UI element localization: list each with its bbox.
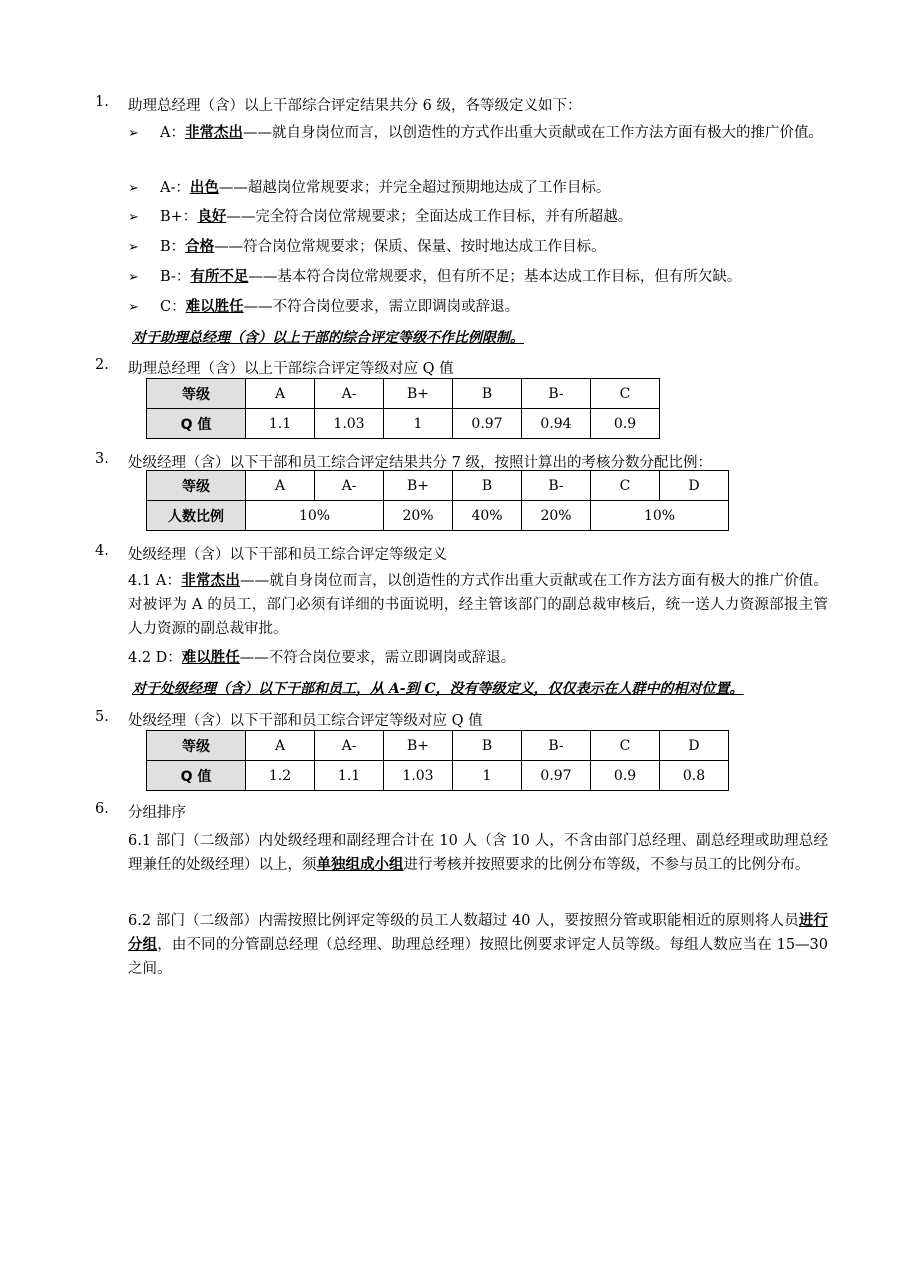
table-cell: 20%: [384, 501, 453, 531]
table-cell: B-: [522, 731, 591, 761]
definition-4-1: 4.1 A：非常杰出——就自身岗位而言，以创造性的方式作出重大贡献或在工作方法方面有极大的推广价值。对被评为 A 的员工，部门必须有详细的书面说明，经主管该部门的副总裁审核后，统一送人力资源部报主管人力资源的副总裁审批。: [128, 572, 829, 637]
table-header-cell: Q 值: [147, 761, 246, 791]
table-header-cell: Q 值: [147, 409, 246, 439]
senior-q-value-table: [146, 378, 660, 439]
arrow-bullet-icon: ➢: [128, 300, 139, 315]
table-cell: B: [453, 731, 522, 761]
section-1-number: 1.: [95, 94, 109, 110]
table-cell: 0.8: [660, 761, 729, 791]
arrow-bullet-icon: ➢: [128, 240, 139, 255]
table-row: [147, 761, 729, 791]
grade-a-minus-definition: A-：出色——超越岗位常规要求；并完全超过预期地达成了工作目标。: [160, 179, 611, 196]
table-cell: 0.9: [591, 409, 660, 439]
section-6-number: 6.: [95, 801, 109, 817]
table-cell: B: [453, 379, 522, 409]
section-2-title: 助理总经理（含）以上干部综合评定等级对应 Q 值: [128, 361, 454, 377]
table-cell: 1.03: [315, 409, 384, 439]
table-cell: A: [246, 379, 315, 409]
arrow-bullet-icon: ➢: [128, 126, 139, 141]
grouping-rule-6-2: 6.2 部门（二级部）内需按照比例评定等级的员工人数超过 40 人，要按照分管或职能相近的原则将人员进行分组，由不同的分管副总经理（总经理、助理总经理）按照比例要求评定人员等级。每组人数应当在 15—30 之间。: [128, 912, 829, 977]
table-header-cell: 等级: [147, 731, 246, 761]
section-4-note: 对于处级经理（含）以下干部和员工，从 A-到 C，没有等级定义，仅仅表示在人群中的相对位置。: [132, 681, 744, 697]
table-cell: 10%: [591, 501, 729, 531]
section-4-title: 处级经理（含）以下干部和员工综合评定等级定义: [128, 547, 447, 563]
table-cell: 1.1: [315, 761, 384, 791]
table-cell: A-: [315, 731, 384, 761]
table-cell: C: [591, 471, 660, 501]
arrow-bullet-icon: ➢: [128, 181, 139, 196]
table-row: [147, 731, 729, 761]
table-cell: 0.97: [522, 761, 591, 791]
table-row: [147, 471, 729, 501]
table-row: [147, 409, 660, 439]
staff-ratio-table: [146, 470, 729, 531]
arrow-bullet-icon: ➢: [128, 210, 139, 225]
grade-b-plus-definition: B+：良好——完全符合岗位常规要求；全面达成工作目标，并有所超越。: [160, 208, 633, 225]
grade-b-minus-definition: B-：有所不足——基本符合岗位常规要求，但有所不足；基本达成工作目标，但有所欠缺。: [160, 268, 742, 285]
table-cell: 1: [384, 409, 453, 439]
table-cell: B+: [384, 379, 453, 409]
table-cell: B+: [384, 471, 453, 501]
table-cell: B-: [522, 379, 591, 409]
arrow-bullet-icon: ➢: [128, 270, 139, 285]
section-1-note: 对于助理总经理（含）以上干部的综合评定等级不作比例限制。: [132, 330, 524, 346]
section-5-number: 5.: [95, 709, 109, 725]
table-cell: B: [453, 471, 522, 501]
table-cell: 1: [453, 761, 522, 791]
table-cell: A: [246, 471, 315, 501]
table-cell: 1.03: [384, 761, 453, 791]
table-cell: B-: [522, 471, 591, 501]
table-cell: 0.97: [453, 409, 522, 439]
grade-c-definition: C：难以胜任——不符合岗位要求，需立即调岗或辞退。: [160, 298, 520, 315]
table-cell: D: [660, 731, 729, 761]
section-5-title: 处级经理（含）以下干部和员工综合评定等级对应 Q 值: [128, 713, 483, 729]
table-cell: A-: [315, 471, 384, 501]
table-cell: D: [660, 471, 729, 501]
table-cell: C: [591, 731, 660, 761]
section-1-title: 助理总经理（含）以上干部综合评定结果共分 6 级，各等级定义如下：: [128, 98, 582, 114]
table-cell: 1.2: [246, 761, 315, 791]
table-cell: 20%: [522, 501, 591, 531]
table-header-cell: 等级: [147, 379, 246, 409]
grade-a-definition: A：非常杰出——就自身岗位而言，以创造性的方式作出重大贡献或在工作方法方面有极大的推广价值。: [160, 124, 823, 141]
grouping-rule-6-1: 6.1 部门（二级部）内处级经理和副经理合计在 10 人（含 10 人，不含由部门总经理、副总经理或助理总经理兼任的处级经理）以上，须单独组成小组进行考核并按照要求的比例分布等级，不参与员工的比例分布。: [128, 833, 828, 873]
section-3-number: 3.: [95, 451, 109, 467]
table-cell: A: [246, 731, 315, 761]
table-cell: C: [591, 379, 660, 409]
table-row: [147, 501, 729, 531]
section-2-number: 2.: [95, 357, 109, 373]
section-6-title: 分组排序: [128, 805, 186, 821]
table-cell: 1.1: [246, 409, 315, 439]
table-header-cell: 人数比例: [147, 501, 246, 531]
table-cell: 10%: [246, 501, 384, 531]
table-cell: 40%: [453, 501, 522, 531]
table-cell: 0.94: [522, 409, 591, 439]
definition-4-2: 4.2 D：难以胜任——不符合岗位要求，需立即调岗或辞退。: [128, 649, 516, 666]
grade-b-definition: B：合格——符合岗位常规要求；保质、保量、按时地达成工作目标。: [160, 238, 606, 255]
table-cell: A-: [315, 379, 384, 409]
table-header-cell: 等级: [147, 471, 246, 501]
table-cell: 0.9: [591, 761, 660, 791]
table-row: [147, 379, 660, 409]
section-4-number: 4.: [95, 543, 109, 559]
staff-q-value-table: [146, 730, 729, 791]
section-3-title: 处级经理（含）以下干部和员工综合评定结果共分 7 级，按照计算出的考核分数分配比例：: [128, 455, 712, 471]
table-cell: B+: [384, 731, 453, 761]
